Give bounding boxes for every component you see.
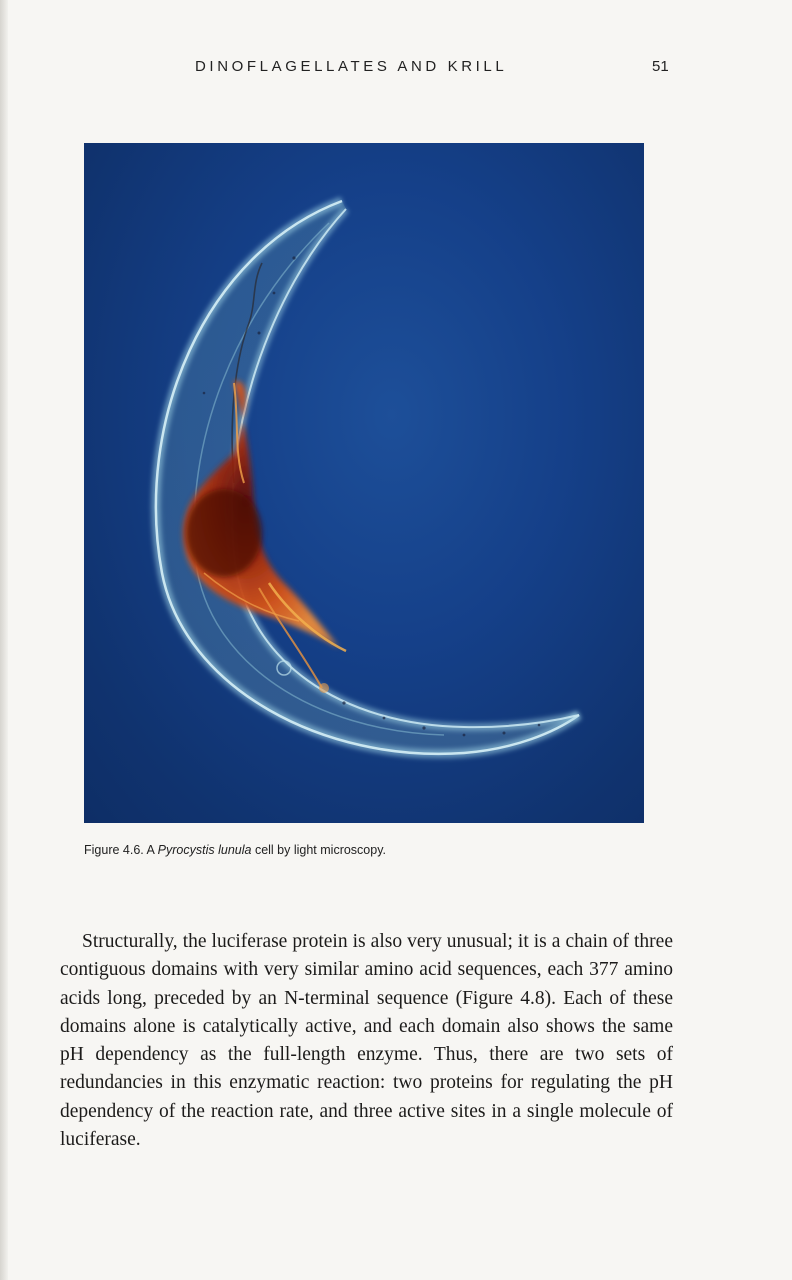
body-paragraph: Structurally, the luciferase protein is also very unusual; it is a chain of three contiguous domains with very similar amino acid sequences, each 377 amino acids long, preceded by an N-terminal sequence (Figure 4.8). Each of these domains alone is catalytically active, and each domain also shows the same pH dependency as the full-length enzyme. Thus, there are two sets of redundancies in this enzymatic reaction: two proteins for regulating the pH dependency of the reaction rate, and three active sites in a single molecule of luciferase. bbox=[60, 931, 673, 1151]
page-edge-shadow bbox=[0, 0, 8, 1280]
pyrocystis-cell-image bbox=[84, 143, 644, 823]
running-title: DINOFLAGELLATES AND KRILL bbox=[195, 58, 508, 75]
caption-species: Pyrocystis lunula bbox=[157, 843, 252, 857]
running-head bbox=[0, 56, 792, 80]
figure-caption bbox=[84, 843, 684, 857]
caption-suffix: cell by light microscopy. bbox=[251, 843, 387, 857]
caption-prefix: Figure 4.6. A bbox=[84, 843, 158, 857]
page-number: 51 bbox=[652, 58, 669, 75]
figure-photo bbox=[84, 143, 644, 823]
